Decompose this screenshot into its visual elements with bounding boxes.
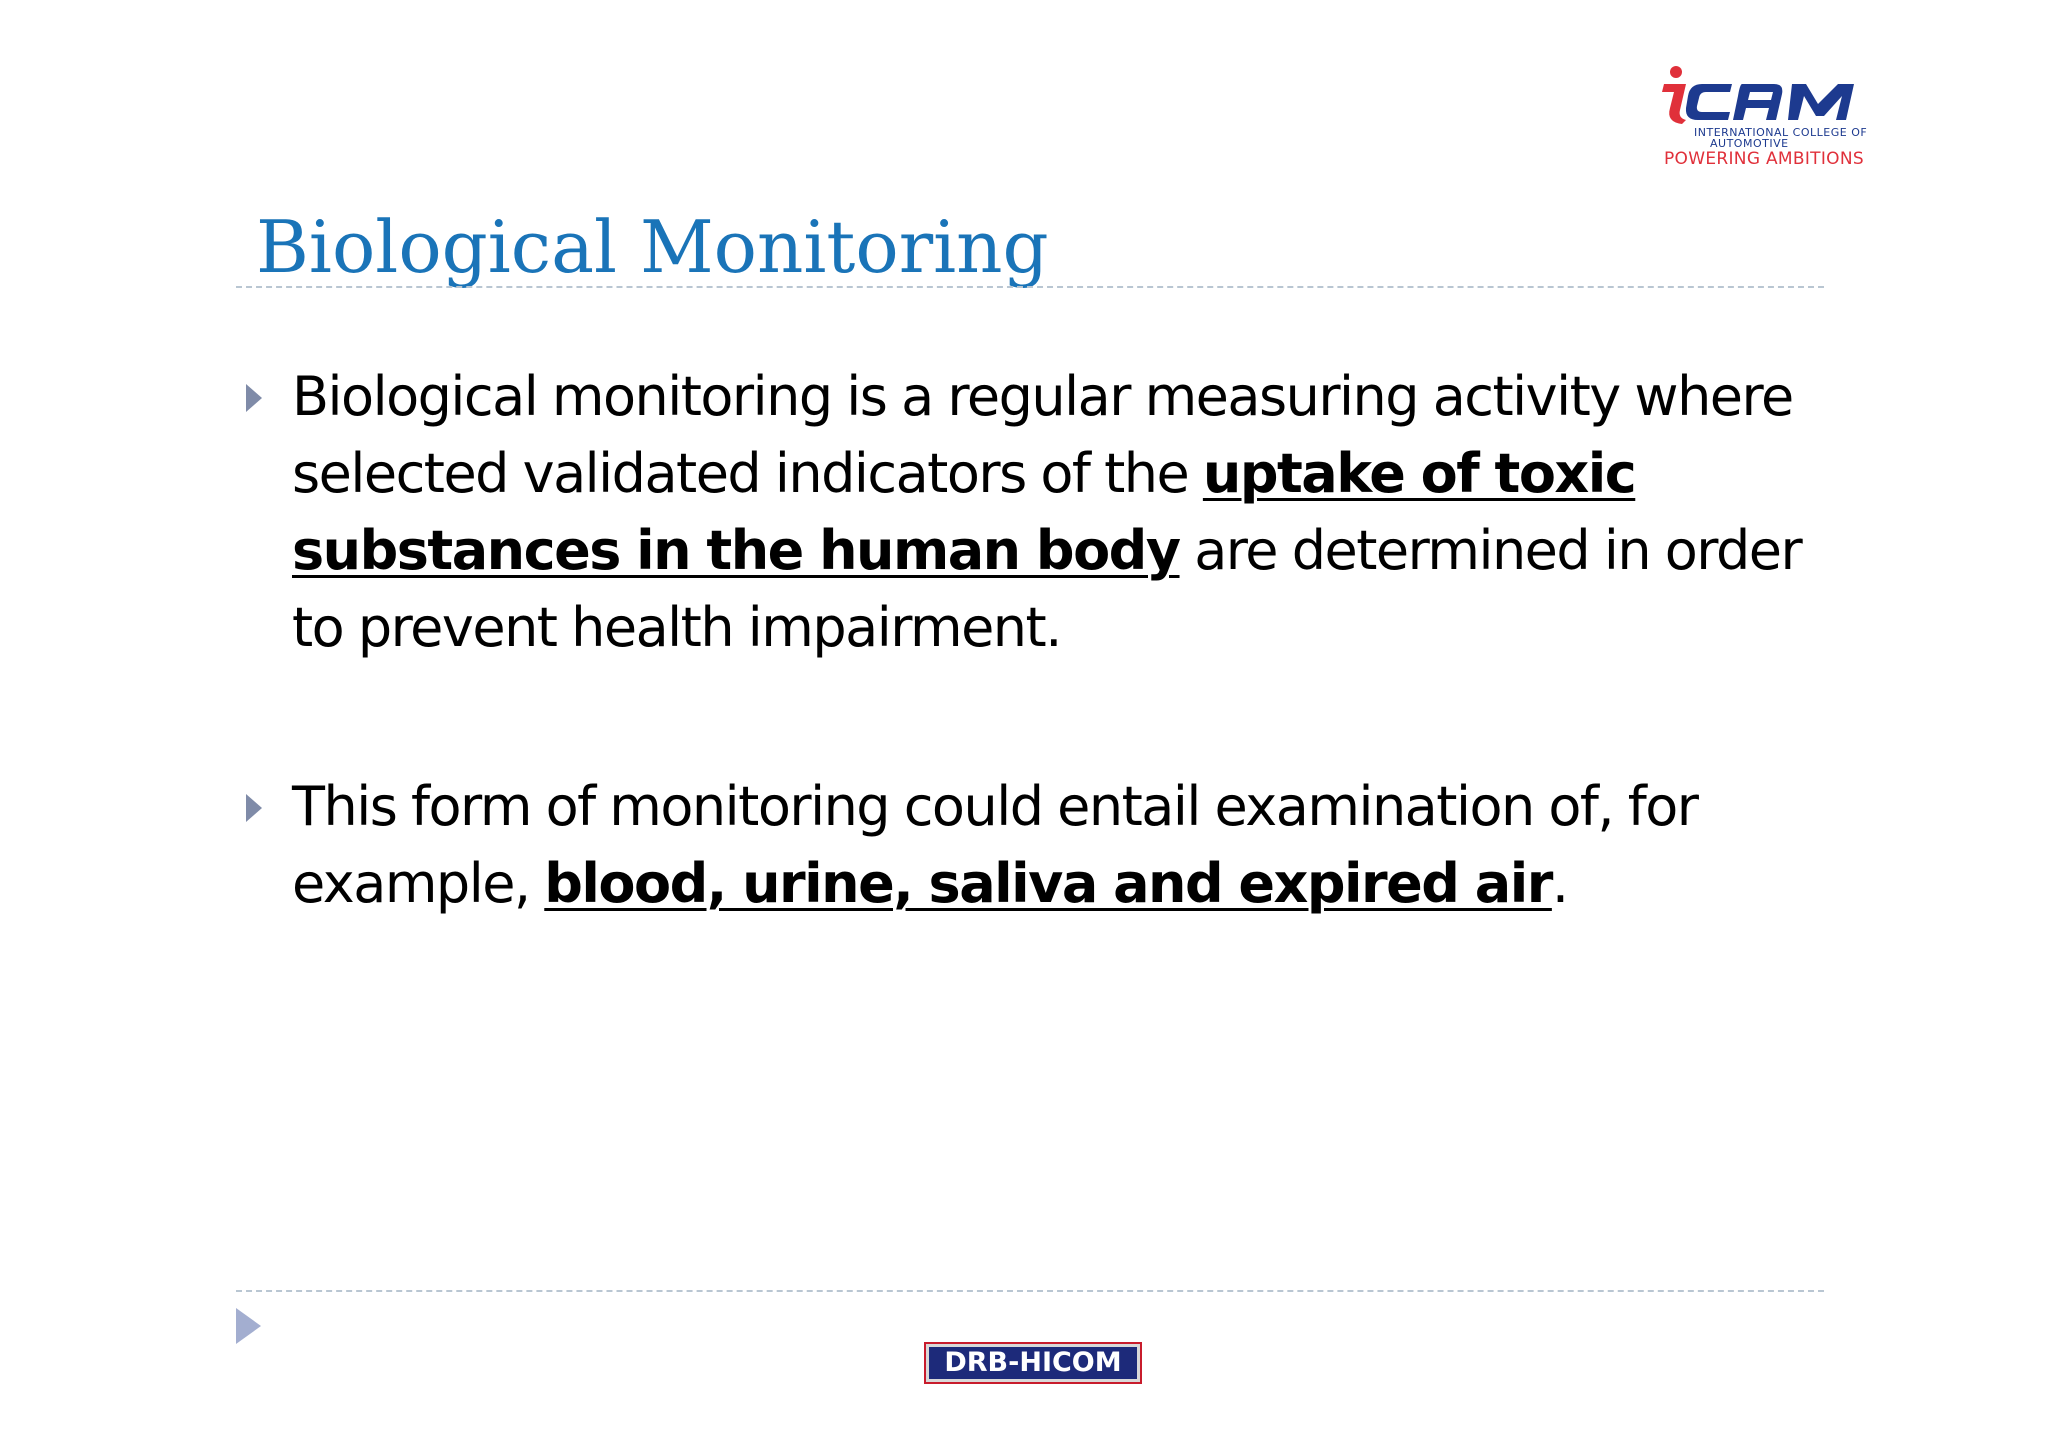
logo-tagline: POWERING AMBITIONS	[1664, 149, 1864, 169]
footer-arrow-icon	[236, 1308, 261, 1344]
footer-divider	[236, 1290, 1824, 1292]
bullet-text: Biological monitoring is a regular measuring activity where selected validated indicators of the	[292, 365, 1793, 505]
title-divider	[236, 286, 1824, 288]
bullet-arrow-icon	[246, 384, 262, 412]
bullet-text: are determined in order to prevent health impairment.	[292, 519, 1802, 659]
icam-wordmark-icon	[1658, 64, 1892, 128]
bullet-arrow-icon	[246, 794, 262, 822]
bullet-item	[292, 768, 1832, 922]
bullet-emphasis: blood, urine, saliva and expired air	[544, 852, 1552, 915]
icam-logo	[1658, 64, 1892, 174]
bullet-emphasis: uptake of toxic substances in the human body	[292, 442, 1636, 582]
bullet-text: This form of monitoring could entail examination of, for example,	[292, 775, 1698, 915]
slide-title: Biological Monitoring	[256, 205, 1049, 289]
bullet-item	[292, 358, 1832, 666]
bullet-text: .	[1551, 852, 1568, 915]
logo-subtitle-line1: INTERNATIONAL COLLEGE OF	[1694, 126, 1868, 139]
logo-subtitle-line2: AUTOMOTIVE	[1710, 137, 1789, 150]
drb-hicom-logo: DRB-HICOM	[926, 1344, 1140, 1382]
